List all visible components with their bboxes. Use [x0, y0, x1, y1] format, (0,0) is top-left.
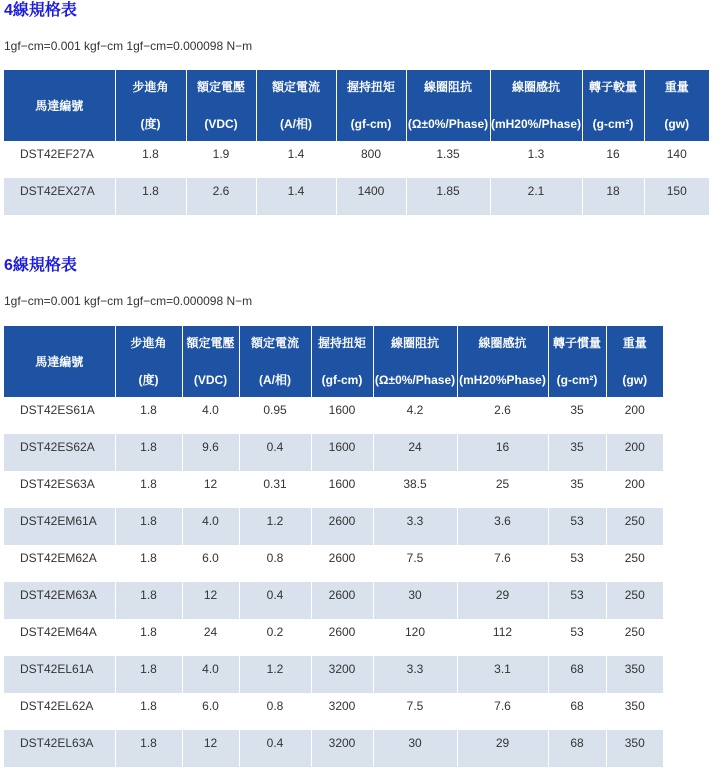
- cell-text: 1.8: [140, 699, 157, 713]
- cell-text: 4.2: [406, 403, 424, 417]
- spec-value-cell: [548, 508, 606, 545]
- column-header-unit: (Ω±0%/Phase): [407, 117, 489, 131]
- spec-value-cell: [457, 397, 548, 434]
- cell-text: 350: [624, 699, 645, 713]
- spec-value-cell: [457, 545, 548, 582]
- column-header-unit: (mH20%Phase): [459, 373, 546, 387]
- spec-value-cell: [115, 582, 182, 619]
- table-row: [4, 508, 663, 545]
- cell-text: 800: [360, 147, 382, 161]
- cell-text: 0.4: [266, 440, 284, 454]
- spec-value-cell: [256, 178, 336, 215]
- spec-value-cell: [490, 141, 582, 178]
- model-number-cell: [4, 656, 115, 693]
- spec-table-4-wire: [4, 70, 709, 215]
- cell-text: 9.6: [202, 440, 219, 454]
- spec-value-cell: [548, 693, 606, 730]
- column-header-unit: (g-cm²): [556, 373, 598, 387]
- column-header: [186, 70, 256, 141]
- cell-text: DST42ES61A: [20, 403, 95, 417]
- column-header-label: 線圈感抗: [478, 336, 527, 350]
- table-header-row: [4, 70, 709, 141]
- cell-text: DST42EL62A: [20, 699, 94, 713]
- cell-text: 250: [624, 625, 645, 639]
- column-header-label: 馬達編號: [35, 355, 84, 369]
- cell-text: 200: [624, 440, 645, 454]
- column-header-unit: (A/相): [280, 117, 312, 131]
- table-row: [4, 730, 663, 767]
- column-header-unit: (gf-cm): [350, 117, 392, 131]
- column-header: [490, 70, 582, 141]
- column-header-label: 額定電壓: [186, 336, 235, 350]
- spec-value-cell: [182, 730, 239, 767]
- cell-text: 16: [495, 440, 510, 454]
- cell-text: 0.4: [266, 588, 284, 602]
- column-header-label: 線圈阻抗: [423, 80, 472, 94]
- cell-text: 7.6: [494, 551, 511, 565]
- cell-text: 1600: [328, 403, 356, 417]
- cell-text: 2.1: [527, 184, 545, 198]
- column-header: [373, 326, 457, 397]
- model-number-cell: [4, 545, 115, 582]
- cell-text: 200: [624, 403, 645, 417]
- spec-value-cell: [239, 397, 311, 434]
- cell-text: 1400: [357, 184, 385, 198]
- column-header-label: 馬達編號: [35, 99, 84, 113]
- spec-value-cell: [115, 693, 182, 730]
- spec-value-cell: [548, 619, 606, 656]
- cell-text: 3.3: [406, 662, 424, 676]
- column-header-unit: (Ω±0%/Phase): [374, 373, 456, 387]
- spec-value-cell: [457, 619, 548, 656]
- cell-text: 4.0: [202, 662, 219, 676]
- column-header-unit: (mH20%/Phase): [490, 117, 582, 131]
- cell-text: DST42EX27A: [20, 184, 95, 198]
- cell-text: 1.9: [212, 147, 230, 161]
- spec-value-cell: [373, 434, 457, 471]
- model-number-cell: [4, 693, 115, 730]
- spec-value-cell: [311, 619, 373, 656]
- cell-text: 16: [606, 147, 620, 161]
- spec-value-cell: [182, 508, 239, 545]
- cell-text: 1.8: [142, 184, 159, 198]
- spec-value-cell: [115, 619, 182, 656]
- column-header-label: 轉子較量: [588, 80, 637, 94]
- cell-text: 35: [570, 440, 584, 454]
- column-header-unit: (gf-cm): [321, 373, 363, 387]
- spec-value-cell: [115, 397, 182, 434]
- cell-text: 2.6: [494, 403, 511, 417]
- cell-text: DST42EL63A: [20, 736, 94, 750]
- column-header: [406, 70, 490, 141]
- spec-value-cell: [548, 397, 606, 434]
- column-header: [239, 326, 311, 397]
- spec-value-cell: [239, 471, 311, 508]
- cell-text: 1.8: [140, 588, 157, 602]
- spec-value-cell: [373, 693, 457, 730]
- cell-text: DST42EF27A: [20, 147, 95, 161]
- spec-value-cell: [182, 471, 239, 508]
- spec-value-cell: [490, 178, 582, 215]
- column-header: [182, 326, 239, 397]
- spec-value-cell: [115, 730, 182, 767]
- spec-value-cell: [311, 471, 373, 508]
- spec-value-cell: [406, 178, 490, 215]
- column-header-label: 線圈感抗: [511, 80, 560, 94]
- cell-text: 24: [408, 440, 422, 454]
- cell-text: 29: [495, 736, 510, 750]
- spec-value-cell: [457, 656, 548, 693]
- spec-value-cell: [182, 619, 239, 656]
- cell-text: 1.35: [436, 147, 460, 161]
- spec-table-6-wire: [4, 326, 663, 767]
- spec-value-cell: [239, 582, 311, 619]
- column-header-unit: (A/相): [259, 373, 291, 387]
- cell-text: 12: [203, 477, 218, 491]
- spec-value-cell: [582, 178, 644, 215]
- spec-value-cell: [606, 545, 663, 582]
- column-header-label: 握持扭矩: [317, 336, 366, 350]
- spec-value-cell: [606, 508, 663, 545]
- cell-text: 120: [404, 625, 426, 639]
- column-header-unit: (度): [140, 117, 161, 131]
- spec-value-cell: [373, 730, 457, 767]
- spec-value-cell: [457, 730, 548, 767]
- column-header-label: 轉子慣量: [552, 336, 601, 350]
- table-row: [4, 582, 663, 619]
- cell-text: 1.8: [140, 662, 157, 676]
- cell-text: 3200: [328, 736, 356, 750]
- spec-value-cell: [373, 545, 457, 582]
- cell-text: 250: [624, 514, 645, 528]
- spec-value-cell: [373, 397, 457, 434]
- table-row: [4, 471, 663, 508]
- table-row: [4, 693, 663, 730]
- cell-text: 2600: [328, 514, 356, 528]
- cell-text: 1.4: [287, 147, 305, 161]
- cell-text: 3200: [328, 662, 356, 676]
- spec-value-cell: [256, 141, 336, 178]
- cell-text: 1.8: [140, 440, 157, 454]
- cell-text: DST42ES62A: [20, 440, 95, 454]
- cell-text: 1.85: [436, 184, 460, 198]
- table-row: [4, 434, 663, 471]
- column-header: [548, 326, 606, 397]
- cell-text: 25: [495, 477, 510, 491]
- model-number-cell: [4, 619, 115, 656]
- units-note: 1gf−cm=0.001 kgf−cm 1gf−cm=0.000098 N−m: [4, 294, 253, 308]
- spec-value-cell: [457, 434, 548, 471]
- spec-value-cell: [373, 471, 457, 508]
- spec-value-cell: [115, 178, 186, 215]
- cell-text: 250: [624, 551, 645, 565]
- cell-text: 2600: [328, 588, 356, 602]
- cell-text: 6.0: [202, 699, 219, 713]
- column-header: [606, 326, 663, 397]
- spec-value-cell: [311, 545, 373, 582]
- spec-value-cell: [115, 434, 182, 471]
- spec-value-cell: [311, 730, 373, 767]
- spec-value-cell: [115, 471, 182, 508]
- spec-value-cell: [548, 730, 606, 767]
- units-note: 1gf−cm=0.001 kgf−cm 1gf−cm=0.000098 N−m: [4, 39, 253, 53]
- spec-value-cell: [336, 178, 406, 215]
- column-header-unit: (VDC): [204, 117, 238, 131]
- column-header: [4, 70, 115, 141]
- spec-value-cell: [182, 582, 239, 619]
- spec-value-cell: [311, 397, 373, 434]
- column-header-unit: (gw): [622, 373, 648, 387]
- spec-value-cell: [606, 397, 663, 434]
- model-number-cell: [4, 178, 115, 215]
- column-header-label: 額定電流: [271, 80, 320, 94]
- cell-text: 68: [570, 699, 584, 713]
- cell-text: 68: [570, 662, 584, 676]
- spec-value-cell: [606, 730, 663, 767]
- cell-text: 3.3: [406, 514, 424, 528]
- spec-value-cell: [311, 434, 373, 471]
- table-header-row: [4, 326, 663, 397]
- model-number-cell: [4, 397, 115, 434]
- cell-text: 200: [624, 477, 645, 491]
- spec-value-cell: [373, 508, 457, 545]
- section-title-4-wire: 4線規格表: [4, 2, 77, 19]
- cell-text: 1.3: [527, 147, 545, 161]
- spec-value-cell: [406, 141, 490, 178]
- column-header-label: 額定電流: [250, 336, 299, 350]
- model-number-cell: [4, 582, 115, 619]
- column-header-label: 步進角: [130, 336, 167, 350]
- cell-text: 0.31: [263, 477, 287, 491]
- cell-text: 0.95: [263, 403, 287, 417]
- cell-text: 0.8: [266, 551, 284, 565]
- cell-text: DST42ES63A: [20, 477, 95, 491]
- model-number-cell: [4, 508, 115, 545]
- spec-value-cell: [373, 619, 457, 656]
- column-header-label: 額定電壓: [196, 80, 245, 94]
- cell-text: 4.0: [202, 403, 219, 417]
- spec-value-cell: [182, 545, 239, 582]
- cell-text: 1.8: [140, 403, 157, 417]
- spec-value-cell: [239, 545, 311, 582]
- table-row: [4, 141, 709, 178]
- cell-text: 3.6: [494, 514, 511, 528]
- cell-text: 112: [492, 625, 513, 639]
- cell-text: 30: [408, 736, 422, 750]
- spec-value-cell: [606, 656, 663, 693]
- cell-text: 7.5: [406, 551, 424, 565]
- cell-text: 7.5: [406, 699, 424, 713]
- spec-value-cell: [182, 397, 239, 434]
- column-header-unit: (VDC): [193, 373, 228, 387]
- column-header: [115, 70, 186, 141]
- spec-value-cell: [311, 656, 373, 693]
- spec-value-cell: [115, 545, 182, 582]
- spec-value-cell: [548, 582, 606, 619]
- spec-value-cell: [606, 693, 663, 730]
- spec-value-cell: [373, 582, 457, 619]
- cell-text: 24: [203, 625, 218, 639]
- cell-text: 7.6: [494, 699, 511, 713]
- spec-value-cell: [182, 693, 239, 730]
- cell-text: 0.4: [266, 736, 284, 750]
- spec-value-cell: [548, 545, 606, 582]
- spec-value-cell: [606, 619, 663, 656]
- cell-text: DST42EM61A: [20, 514, 97, 528]
- column-header: [4, 326, 115, 397]
- cell-text: 1.8: [140, 551, 157, 565]
- cell-text: 1.8: [140, 477, 157, 491]
- cell-text: 68: [570, 736, 584, 750]
- cell-text: 12: [203, 588, 218, 602]
- spec-value-cell: [457, 471, 548, 508]
- cell-text: 150: [666, 184, 687, 198]
- cell-text: 0.2: [266, 625, 284, 639]
- cell-text: DST42EM63A: [20, 588, 97, 602]
- cell-text: 2600: [328, 625, 356, 639]
- cell-text: 29: [495, 588, 510, 602]
- column-header: [457, 326, 548, 397]
- spec-value-cell: [239, 508, 311, 545]
- cell-text: 53: [570, 514, 584, 528]
- spec-value-cell: [644, 141, 709, 178]
- spec-value-cell: [373, 656, 457, 693]
- spec-value-cell: [239, 619, 311, 656]
- spec-value-cell: [311, 508, 373, 545]
- cell-text: 53: [570, 588, 584, 602]
- cell-text: 53: [570, 551, 584, 565]
- spec-value-cell: [548, 656, 606, 693]
- column-header-label: 重量: [622, 336, 647, 350]
- spec-value-cell: [115, 141, 186, 178]
- cell-text: 30: [408, 588, 422, 602]
- spec-value-cell: [606, 434, 663, 471]
- spec-value-cell: [311, 582, 373, 619]
- spec-value-cell: [457, 508, 548, 545]
- table-row: [4, 656, 663, 693]
- cell-text: 1.8: [142, 147, 159, 161]
- model-number-cell: [4, 730, 115, 767]
- spec-value-cell: [186, 141, 256, 178]
- spec-value-cell: [239, 656, 311, 693]
- spec-value-cell: [115, 656, 182, 693]
- cell-text: 3200: [328, 699, 356, 713]
- cell-text: 2.6: [212, 184, 230, 198]
- column-header-unit: (gw): [664, 117, 690, 131]
- cell-text: DST42EM64A: [20, 625, 97, 639]
- cell-text: 2600: [328, 551, 356, 565]
- table-row: [4, 545, 663, 582]
- spec-value-cell: [182, 434, 239, 471]
- spec-value-cell: [336, 141, 406, 178]
- cell-text: 1.2: [266, 514, 284, 528]
- cell-text: 0.8: [266, 699, 284, 713]
- column-header: [582, 70, 644, 141]
- column-header-unit: (度): [138, 373, 159, 387]
- cell-text: 250: [624, 588, 645, 602]
- spec-value-cell: [606, 471, 663, 508]
- cell-text: 1.4: [287, 184, 305, 198]
- table-row: [4, 619, 663, 656]
- spec-value-cell: [582, 141, 644, 178]
- cell-text: 18: [606, 184, 620, 198]
- column-header-unit: (g-cm²): [592, 117, 634, 131]
- table-row: [4, 397, 663, 434]
- spec-value-cell: [239, 693, 311, 730]
- cell-text: 53: [570, 625, 584, 639]
- model-number-cell: [4, 471, 115, 508]
- spec-value-cell: [239, 730, 311, 767]
- column-header-label: 重量: [664, 80, 689, 94]
- cell-text: 350: [624, 736, 645, 750]
- cell-text: 1600: [328, 477, 356, 491]
- cell-text: 6.0: [202, 551, 219, 565]
- cell-text: 1.8: [140, 514, 157, 528]
- column-header: [336, 70, 406, 141]
- spec-value-cell: [186, 178, 256, 215]
- cell-text: 3.1: [494, 662, 511, 676]
- column-header-label: 步進角: [132, 80, 169, 94]
- spec-value-cell: [457, 693, 548, 730]
- cell-text: 1.8: [140, 736, 157, 750]
- cell-text: 350: [624, 662, 645, 676]
- cell-text: 1.8: [140, 625, 157, 639]
- cell-text: 35: [570, 477, 584, 491]
- spec-value-cell: [548, 434, 606, 471]
- table-row: [4, 178, 709, 215]
- spec-value-cell: [239, 434, 311, 471]
- cell-text: 1.2: [266, 662, 284, 676]
- column-header: [311, 326, 373, 397]
- spec-value-cell: [115, 508, 182, 545]
- section-title-6-wire: 6線規格表: [4, 257, 77, 274]
- column-header-label: 線圈阻抗: [390, 336, 439, 350]
- cell-text: 12: [203, 736, 218, 750]
- spec-value-cell: [182, 656, 239, 693]
- column-header-label: 握持扭矩: [346, 80, 395, 94]
- model-number-cell: [4, 434, 115, 471]
- column-header: [256, 70, 336, 141]
- cell-text: 140: [666, 147, 687, 161]
- cell-text: 4.0: [202, 514, 219, 528]
- cell-text: 38.5: [403, 477, 427, 491]
- cell-text: DST42EL61A: [20, 662, 94, 676]
- model-number-cell: [4, 141, 115, 178]
- column-header: [115, 326, 182, 397]
- spec-value-cell: [311, 693, 373, 730]
- column-header: [644, 70, 709, 141]
- spec-value-cell: [457, 582, 548, 619]
- cell-text: 1600: [328, 440, 356, 454]
- spec-value-cell: [548, 471, 606, 508]
- cell-text: DST42EM62A: [20, 551, 97, 565]
- spec-value-cell: [644, 178, 709, 215]
- spec-value-cell: [606, 582, 663, 619]
- cell-text: 35: [570, 403, 584, 417]
